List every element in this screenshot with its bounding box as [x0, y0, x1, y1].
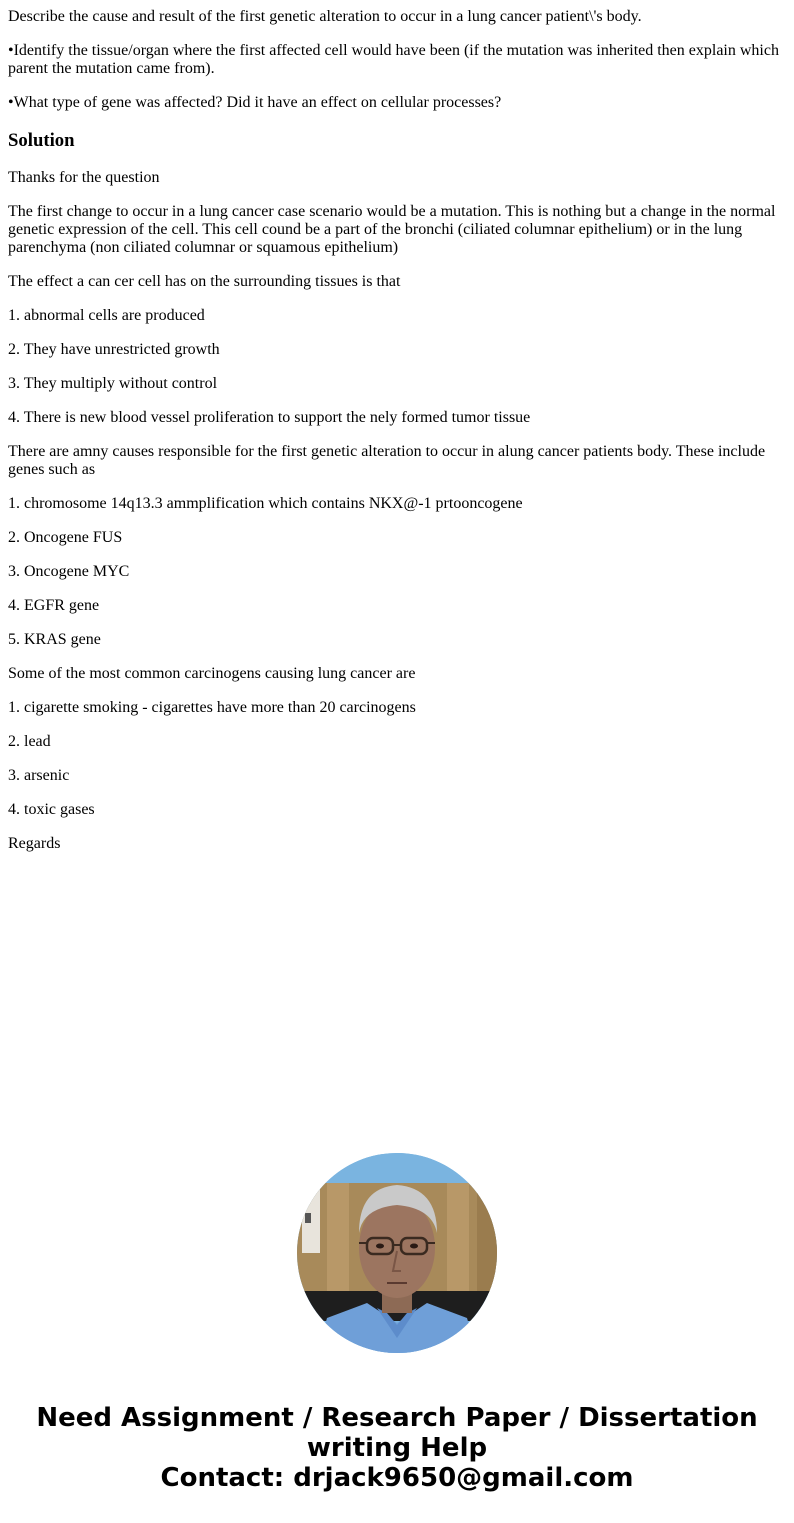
carcinogen-item: 3. arsenic	[8, 767, 70, 784]
solution-heading: Solution	[8, 130, 75, 151]
effects-intro: The effect a can cer cell has on the surrounding tissues is that	[8, 273, 401, 290]
gene-item: 3. Oncogene MYC	[8, 563, 130, 580]
causes-intro: There are amny causes responsible for the first genetic alteration to occur in alung cancer patients body. These include genes such as	[8, 443, 766, 478]
effect-item: 2. They have unrestricted growth	[8, 341, 220, 358]
avatar	[297, 1153, 497, 1353]
carcinogen-item: 1. cigarette smoking - cigarettes have more than 20 carcinogens	[8, 699, 416, 716]
carcinogen-item: 2. lead	[8, 733, 51, 750]
profile-photo-icon	[297, 1153, 497, 1353]
gene-item: 1. chromosome 14q13.3 ammplification which contains NKX@-1 prtooncogene	[8, 495, 523, 512]
promo-line-1: Need Assignment / Research Paper / Dissertation	[36, 1403, 758, 1433]
closing: Regards	[8, 835, 61, 852]
carcinogens-intro: Some of the most common carcinogens causing lung cancer are	[8, 665, 416, 682]
question-bullet: •Identify the tissue/organ where the first affected cell would have been (if the mutation was inherited then explain which parent the mutation came from).	[8, 42, 779, 77]
effect-item: 4. There is new blood vessel proliferation to support the nely formed tumor tissue	[8, 409, 531, 426]
promo-line-2: writing Help	[306, 1433, 488, 1463]
document-body	[8, 0, 786, 869]
promo-banner	[0, 1403, 794, 1493]
question-intro: Describe the cause and result of the first genetic alteration to occur in a lung cancer patient\'s body.	[8, 8, 642, 25]
promo-contact: Contact: drjack9650@gmail.com	[160, 1463, 634, 1493]
solution-paragraph: The first change to occur in a lung cancer case scenario would be a mutation. This is nothing but a change in the normal genetic expression of the cell. This cell cound be a part of the bronchi (ciliated columnar epithelium) or in the lung parenchyma (non ciliated columnar or squamous epithelium)	[8, 203, 776, 256]
gene-item: 2. Oncogene FUS	[8, 529, 123, 546]
effect-item: 1. abnormal cells are produced	[8, 307, 205, 324]
effect-item: 3. They multiply without control	[8, 375, 218, 392]
gene-item: 4. EGFR gene	[8, 597, 100, 614]
carcinogen-item: 4. toxic gases	[8, 801, 95, 818]
question-bullet: •What type of gene was affected? Did it have an effect on cellular processes?	[8, 94, 502, 111]
gene-item: 5. KRAS gene	[8, 631, 101, 648]
solution-greeting: Thanks for the question	[8, 169, 160, 186]
